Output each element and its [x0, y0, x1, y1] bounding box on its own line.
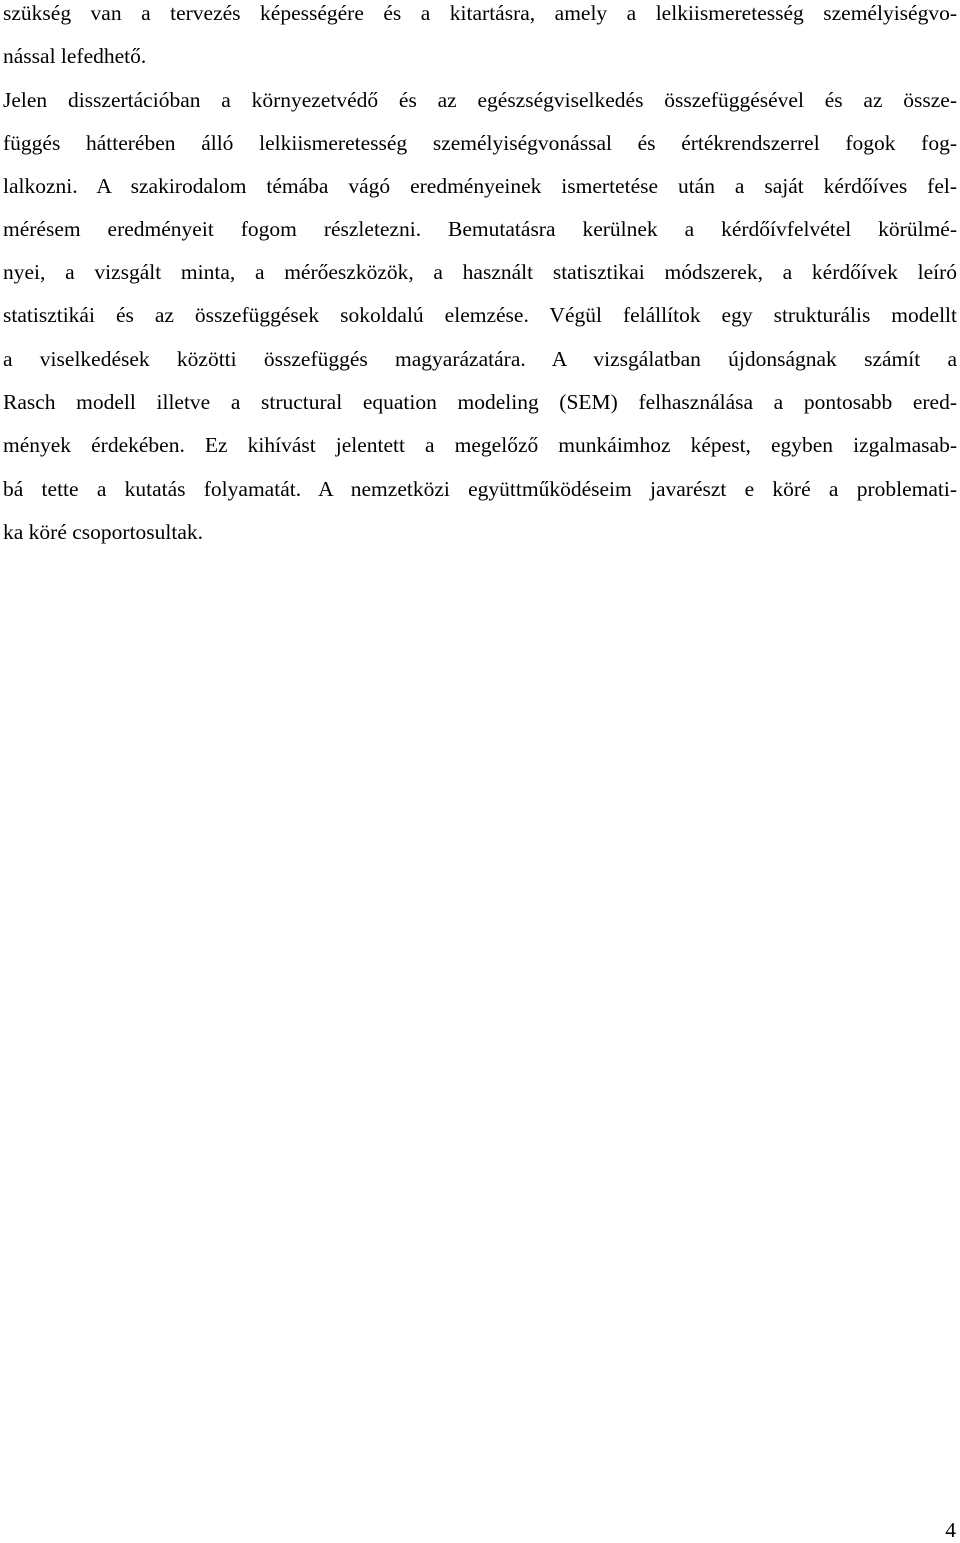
text-line: bá tette a kutatás folyamatát. A nemzetközi együttműködéseim javarészt e köré a problemati-: [3, 477, 957, 501]
text-line: mények érdekében. Ez kihívást jelentett a megelőző munkáimhoz képest, egyben izgalmasab-: [3, 433, 957, 457]
text-line: a viselkedések közötti összefüggés magyarázatára. A vizsgálatban újdonságnak számít a: [3, 347, 957, 371]
page-number: 4: [945, 1518, 956, 1542]
text-line: Rasch modell illetve a structural equation modeling (SEM) felhasználása a pontosabb ered-: [3, 390, 957, 414]
text-line: ka köré csoportosultak.: [3, 520, 204, 544]
text-line: nással lefedhető.: [3, 44, 147, 68]
text-line: statisztikái és az összefüggések sokoldalú elemzése. Végül felállítok egy strukturális modellt: [3, 303, 957, 327]
text-line: függés hátterében álló lelkiismeretesség személyiségvonással és értékrendszerrel fogok fog-: [3, 131, 957, 155]
text-line: mérésem eredményeit fogom részletezni. Bemutatásra kerülnek a kérdőívfelvétel körülmé-: [3, 217, 957, 241]
text-line: nyei, a vizsgált minta, a mérőeszközök, a használt statisztikai módszerek, a kérdőívek leíró: [3, 260, 957, 284]
text-line: Jelen disszertációban a környezetvédő és az egészségviselkedés összefüggésével és az össze-: [3, 88, 957, 112]
text-line: lalkozni. A szakirodalom témába vágó eredményeinek ismertetése után a saját kérdőíves fel-: [3, 174, 957, 198]
text-line: szükség van a tervezés képességére és a kitartásra, amely a lelkiismeretesség személyiségvo-: [3, 1, 957, 25]
